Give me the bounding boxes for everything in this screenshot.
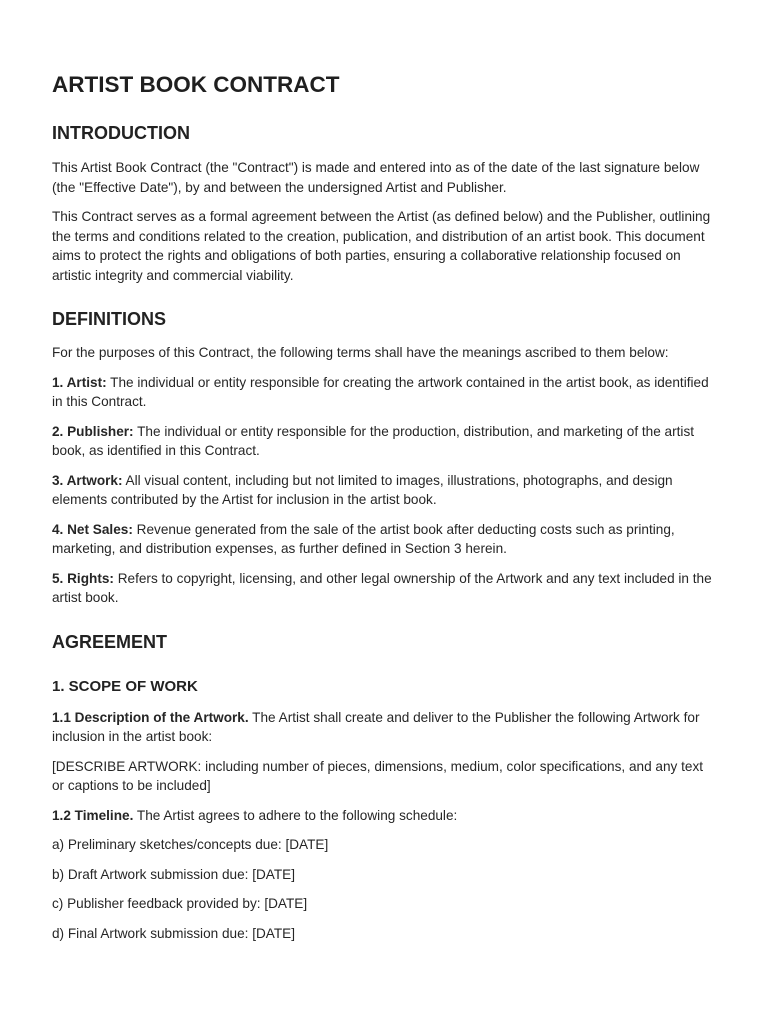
definition-artist <box>52 373 718 412</box>
definition-publisher <box>52 422 718 461</box>
schedule-item: c) Publisher feedback provided by: [DATE] <box>52 896 308 911</box>
definition-term: 4. Net Sales: <box>52 521 133 537</box>
definitions-intro: For the purposes of this Contract, the following terms shall have the meanings ascribed to them below: <box>52 345 669 360</box>
clause-term: 1.2 Timeline. <box>52 807 134 823</box>
definition-net-sales <box>52 520 718 559</box>
definition-text: Refers to copyright, licensing, and other legal ownership of the Artwork and any text included in the artist book. <box>52 570 712 605</box>
clause-text: The Artist agrees to adhere to the following schedule: <box>136 807 458 823</box>
artwork-description-placeholder: [DESCRIBE ARTWORK: including number of pieces, dimensions, medium, color specifications, and any text or captions to be included] <box>52 758 704 793</box>
document-title: ARTIST BOOK CONTRACT <box>52 72 340 97</box>
definition-text: Revenue generated from the sale of the artist book after deducting costs such as printing, marketing, and distribution expenses, as further defined in Section 3 herein. <box>52 521 675 556</box>
definition-term: 3. Artwork: <box>52 472 123 488</box>
section-heading-introduction: INTRODUCTION <box>52 123 190 143</box>
clause-term: 1.1 Description of the Artwork. <box>52 709 249 725</box>
definition-text: All visual content, including but not limited to images, illustrations, photographs, and design elements contributed by the Artist for inclusion in the artist book. <box>52 472 673 507</box>
section-heading-definitions: DEFINITIONS <box>52 309 167 329</box>
subsection-heading-scope-of-work: 1. SCOPE OF WORK <box>52 677 198 695</box>
definition-artwork <box>52 471 718 510</box>
schedule-item: a) Preliminary sketches/concepts due: [DATE] <box>52 837 329 852</box>
introduction-paragraph-2: This Contract serves as a formal agreement between the Artist (as defined below) and the Publisher, outlining the terms and conditions related to the creation, publication, and distribution of an artist book. This document aims to protect the rights and obligations of both parties, ensuring a collaborative relationship focused on artistic integrity and commercial viability. <box>52 209 711 283</box>
section-heading-agreement: AGREEMENT <box>52 631 168 652</box>
definition-term: 5. Rights: <box>52 570 114 586</box>
clause-description-of-artwork <box>52 708 718 747</box>
definition-term: 1. Artist: <box>52 374 107 390</box>
definition-text: The individual or entity responsible for creating the artwork contained in the artist book, as identified in this Contract. <box>52 374 709 409</box>
definition-term: 2. Publisher: <box>52 423 134 439</box>
schedule-item: b) Draft Artwork submission due: [DATE] <box>52 866 296 882</box>
clause-timeline <box>52 806 718 826</box>
schedule-item: d) Final Artwork submission due: [DATE] <box>52 925 296 941</box>
definition-rights <box>52 569 718 608</box>
definition-text: The individual or entity responsible for the production, distribution, and marketing of the artist book, as identified in this Contract. <box>52 423 695 458</box>
clause-text: The Artist shall create and deliver to the Publisher the following Artwork for inclusion in the artist book: <box>52 709 700 744</box>
introduction-paragraph-1: This Artist Book Contract (the "Contract") is made and entered into as of the date of the last signature below (the "Effective Date"), by and between the undersigned Artist and Publisher. <box>52 160 700 195</box>
